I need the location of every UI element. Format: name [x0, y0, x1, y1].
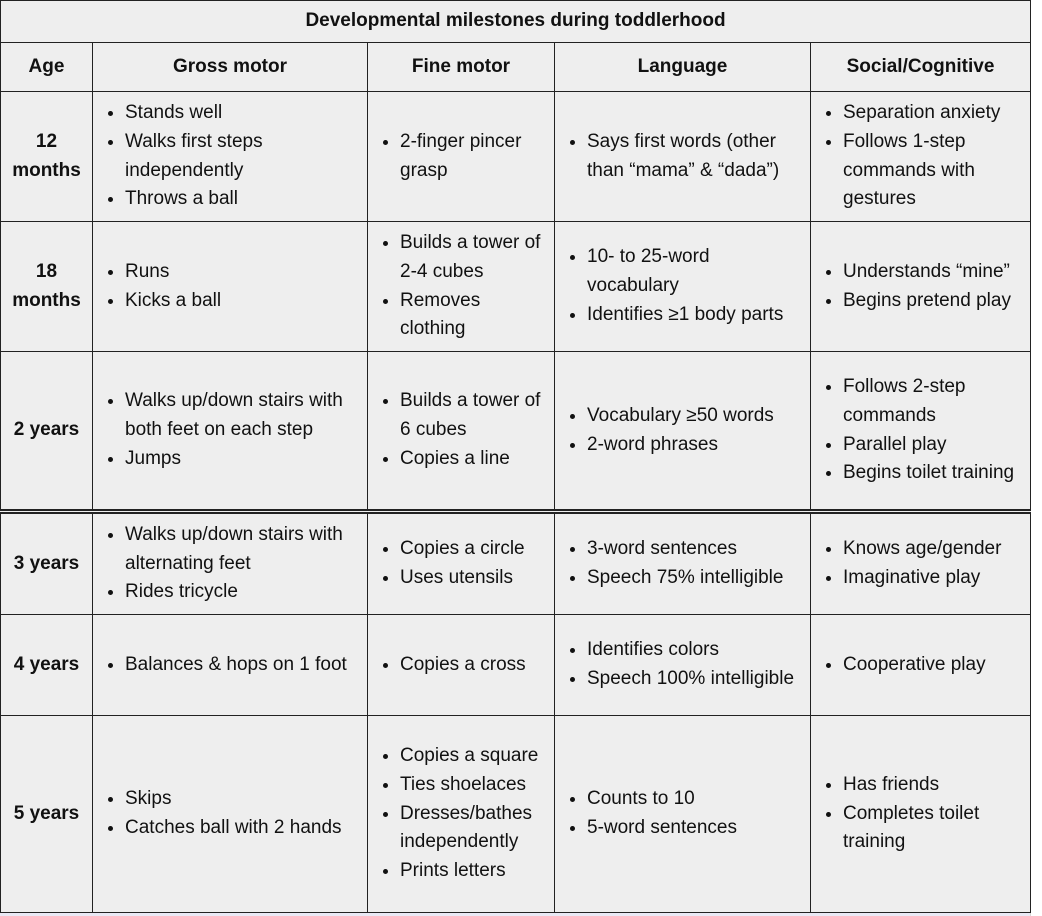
list-item: • Knows age/gender: [843, 535, 1024, 564]
list-item: • 2-word phrases: [587, 431, 804, 460]
social-cognitive-list: [817, 535, 1024, 593]
language-list: [561, 785, 804, 843]
language-cell: [555, 716, 811, 913]
table-header-row: [1, 43, 1031, 92]
list-item: • Begins toilet training: [843, 459, 1024, 488]
list-item: • Says first words (other than “mama” & “dada”): [587, 128, 804, 186]
social-cognitive-cell: [811, 222, 1031, 352]
list-item: • Balances & hops on 1 foot: [125, 651, 361, 680]
fine-motor-list: [374, 128, 548, 186]
language-cell: [555, 352, 811, 512]
list-item: • 10- to 25-word vocabulary: [587, 243, 804, 301]
list-item: • Counts to 10: [587, 785, 804, 814]
gross-motor-cell: [93, 92, 368, 222]
list-item: • Follows 1-step commands with gestures: [843, 128, 1024, 214]
list-item: • Builds a tower of 6 cubes: [400, 387, 548, 445]
fine-motor-list: [374, 742, 548, 886]
list-item: • Catches ball with 2 hands: [125, 814, 361, 843]
list-item: • Rides tricycle: [125, 578, 361, 607]
age-cell: 18 months: [1, 222, 93, 352]
language-cell: [555, 512, 811, 615]
list-item: • Copies a line: [400, 445, 548, 474]
language-cell: [555, 615, 811, 716]
list-item: • Vocabulary ≥50 words: [587, 402, 804, 431]
age-cell: 4 years: [1, 615, 93, 716]
fine-motor-cell: [368, 352, 555, 512]
list-item: • Identifies colors: [587, 636, 804, 665]
fine-motor-cell: [368, 716, 555, 913]
list-item: • Begins pretend play: [843, 287, 1024, 316]
list-item: • Runs: [125, 258, 361, 287]
list-item: • 3-word sentences: [587, 535, 804, 564]
table-row: [1, 615, 1031, 716]
list-item: • Copies a circle: [400, 535, 548, 564]
gross-motor-cell: [93, 222, 368, 352]
social-cognitive-cell: [811, 352, 1031, 512]
header-age: Age: [1, 43, 93, 92]
age-cell: 2 years: [1, 352, 93, 512]
table-row: [1, 512, 1031, 615]
header-language: Language: [555, 43, 811, 92]
list-item: • 5-word sentences: [587, 814, 804, 843]
fine-motor-list: [374, 651, 548, 680]
age-cell: 12 months: [1, 92, 93, 222]
list-item: • Has friends: [843, 771, 1024, 800]
list-item: • Completes toilet training: [843, 800, 1024, 858]
table-row: [1, 352, 1031, 512]
social-cognitive-cell: [811, 512, 1031, 615]
age-cell: 3 years: [1, 512, 93, 615]
list-item: • Identifies ≥1 body parts: [587, 301, 804, 330]
list-item: • Builds a tower of 2-4 cubes: [400, 229, 548, 287]
fine-motor-cell: [368, 615, 555, 716]
table-title: Developmental milestones during toddlerhood: [1, 1, 1031, 43]
list-item: • Cooperative play: [843, 651, 1024, 680]
gross-motor-list: [99, 785, 361, 843]
gross-motor-cell: [93, 512, 368, 615]
table-title-row: [1, 1, 1031, 43]
list-item: • Follows 2-step commands: [843, 373, 1024, 431]
list-item: • Speech 75% intelligible: [587, 564, 804, 593]
header-gross-motor: Gross motor: [93, 43, 368, 92]
list-item: • Walks first steps independently: [125, 128, 361, 186]
list-item: • Copies a square: [400, 742, 548, 771]
list-item: • Parallel play: [843, 431, 1024, 460]
list-item: • Kicks a ball: [125, 287, 361, 316]
list-item: • Speech 100% intelligible: [587, 665, 804, 694]
social-cognitive-cell: [811, 716, 1031, 913]
list-item: • Walks up/down stairs with alternating feet: [125, 521, 361, 579]
social-cognitive-cell: [811, 92, 1031, 222]
language-list: [561, 128, 804, 186]
language-list: [561, 243, 804, 329]
gross-motor-cell: [93, 352, 368, 512]
gross-motor-list: [99, 387, 361, 473]
gross-motor-list: [99, 521, 361, 607]
language-list: [561, 535, 804, 593]
header-social-cognitive: Social/Cognitive: [811, 43, 1031, 92]
list-item: • Skips: [125, 785, 361, 814]
social-cognitive-list: [817, 258, 1024, 316]
language-cell: [555, 222, 811, 352]
language-list: [561, 636, 804, 694]
list-item: • Understands “mine”: [843, 258, 1024, 287]
age-cell: 5 years: [1, 716, 93, 913]
social-cognitive-list: [817, 771, 1024, 857]
gross-motor-list: [99, 99, 361, 214]
list-item: • 2-finger pincer grasp: [400, 128, 548, 186]
list-item: • Copies a cross: [400, 651, 548, 680]
gross-motor-list: [99, 258, 361, 316]
gross-motor-cell: [93, 716, 368, 913]
scrollbar-track[interactable]: [1030, 0, 1042, 916]
list-item: • Jumps: [125, 445, 361, 474]
list-item: • Dresses/bathes independently: [400, 800, 548, 858]
table-row: [1, 716, 1031, 913]
social-cognitive-list: [817, 99, 1024, 214]
table-body: [1, 92, 1031, 913]
list-item: • Stands well: [125, 99, 361, 128]
social-cognitive-cell: [811, 615, 1031, 716]
fine-motor-list: [374, 535, 548, 593]
list-item: • Throws a ball: [125, 185, 361, 214]
list-item: • Imaginative play: [843, 564, 1024, 593]
list-item: • Removes clothing: [400, 287, 548, 345]
fine-motor-list: [374, 387, 548, 473]
fine-motor-cell: [368, 92, 555, 222]
list-item: • Walks up/down stairs with both feet on each step: [125, 387, 361, 445]
gross-motor-list: [99, 651, 361, 680]
list-item: • Uses utensils: [400, 564, 548, 593]
table-row: [1, 222, 1031, 352]
fine-motor-list: [374, 229, 548, 344]
list-item: • Separation anxiety: [843, 99, 1024, 128]
fine-motor-cell: [368, 512, 555, 615]
fine-motor-cell: [368, 222, 555, 352]
gross-motor-cell: [93, 615, 368, 716]
list-item: • Prints letters: [400, 857, 548, 886]
social-cognitive-list: [817, 651, 1024, 680]
language-list: [561, 402, 804, 460]
social-cognitive-list: [817, 373, 1024, 488]
list-item: • Ties shoelaces: [400, 771, 548, 800]
table-row: [1, 92, 1031, 222]
language-cell: [555, 92, 811, 222]
header-fine-motor: Fine motor: [368, 43, 555, 92]
